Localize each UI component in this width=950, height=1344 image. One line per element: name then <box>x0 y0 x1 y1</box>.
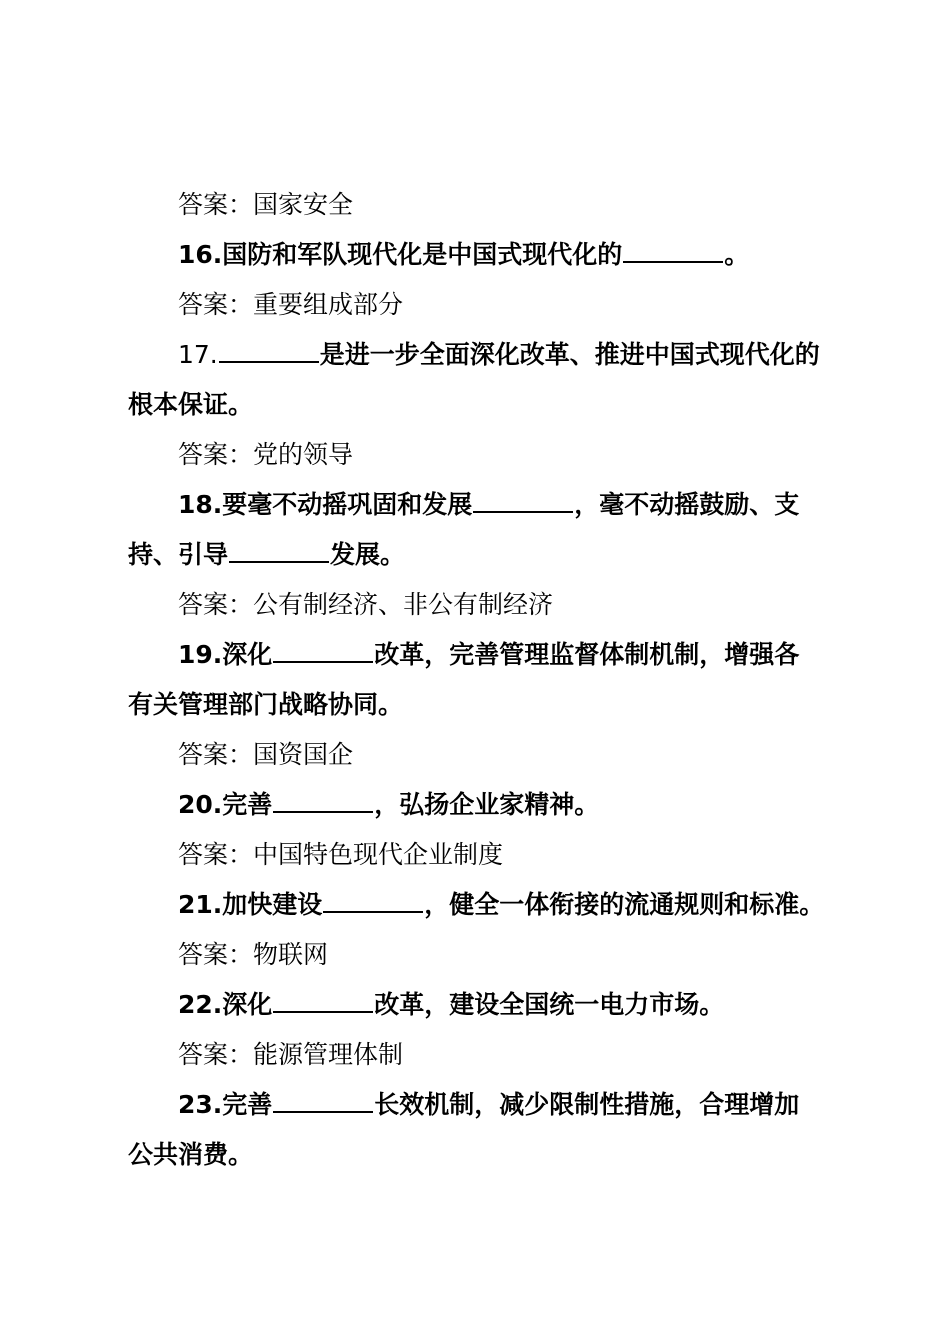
fill-blank <box>229 531 329 563</box>
answer-18 <box>128 580 834 630</box>
question-text-end: ，健全一体衔接的流通规则和标准。 <box>424 890 825 919</box>
question-17-line-1 <box>128 330 834 380</box>
answer-19 <box>128 730 834 780</box>
question-text-end: 有关管理部门战略协同。 <box>128 690 404 719</box>
question-text: 16.国防和军队现代化是中国式现代化的 <box>178 240 623 269</box>
fill-blank <box>623 231 723 263</box>
answer-text: 中国特色现代企业制度 <box>253 840 504 869</box>
answer-17 <box>128 430 834 480</box>
question-text: 23.完善 <box>178 1090 273 1119</box>
question-16 <box>128 230 834 280</box>
fill-blank <box>323 881 423 913</box>
question-20 <box>128 780 834 830</box>
answer-text: 重要组成部分 <box>253 290 404 319</box>
answer-label: 答案： <box>178 840 254 869</box>
answer-label: 答案： <box>178 290 254 319</box>
answer-22 <box>128 1030 834 1080</box>
answer-text: 国资国企 <box>253 740 354 769</box>
answer-label: 答案： <box>178 190 254 219</box>
question-text: 19.深化 <box>178 640 273 669</box>
fill-blank <box>273 981 373 1013</box>
question-21 <box>128 880 834 930</box>
answer-label: 答案： <box>178 440 254 469</box>
answer-label: 答案： <box>178 740 254 769</box>
answer-20 <box>128 830 834 880</box>
question-text-continued: 持、引导 <box>128 540 229 569</box>
question-text-continued: 改革，完善管理监督体制机制，增强各 <box>374 640 800 669</box>
answer-text: 公有制经济、非公有制经济 <box>253 590 554 619</box>
answer-label: 答案： <box>178 1040 254 1069</box>
question-text-end: 公共消费。 <box>128 1140 254 1169</box>
answer-21 <box>128 930 834 980</box>
question-text-continued: 长效机制，减少限制性措施，合理增加 <box>374 1090 800 1119</box>
question-text: 是进一步全面深化改革、推进中国式现代化的 <box>319 340 820 369</box>
question-23-line-2 <box>128 1130 834 1180</box>
question-text-end: ，弘扬企业家精神。 <box>374 790 600 819</box>
fill-blank <box>273 781 373 813</box>
question-18-line-1 <box>128 480 834 530</box>
question-text: 22.深化 <box>178 990 273 1019</box>
question-text-end: 改革，建设全国统一电力市场。 <box>374 990 725 1019</box>
answer-text: 物联网 <box>253 940 329 969</box>
answer-16 <box>128 280 834 330</box>
question-17-line-2 <box>128 380 834 430</box>
question-23-line-1 <box>128 1080 834 1130</box>
question-18-line-2 <box>128 530 834 580</box>
answer-text: 能源管理体制 <box>253 1040 404 1069</box>
question-19-line-2 <box>128 680 834 730</box>
answer-15 <box>128 180 834 230</box>
answer-text: 国家安全 <box>253 190 354 219</box>
answer-text: 党的领导 <box>253 440 354 469</box>
fill-blank <box>273 631 373 663</box>
answer-label: 答案： <box>178 590 254 619</box>
question-19-line-1 <box>128 630 834 680</box>
fill-blank <box>219 331 319 363</box>
question-22 <box>128 980 834 1030</box>
question-text: 20.完善 <box>178 790 273 819</box>
question-number: 17. <box>178 340 218 369</box>
question-text-continued: 根本保证。 <box>128 390 254 419</box>
document-content <box>128 180 834 1180</box>
question-text-end: 发展。 <box>330 540 406 569</box>
answer-label: 答案： <box>178 940 254 969</box>
question-text: 21.加快建设 <box>178 890 323 919</box>
fill-blank <box>273 1081 373 1113</box>
question-text: 18.要毫不动摇巩固和发展 <box>178 490 473 519</box>
fill-blank <box>473 481 573 513</box>
question-text-end: 。 <box>724 240 750 269</box>
question-text-middle: ，毫不动摇鼓励、支 <box>574 490 800 519</box>
